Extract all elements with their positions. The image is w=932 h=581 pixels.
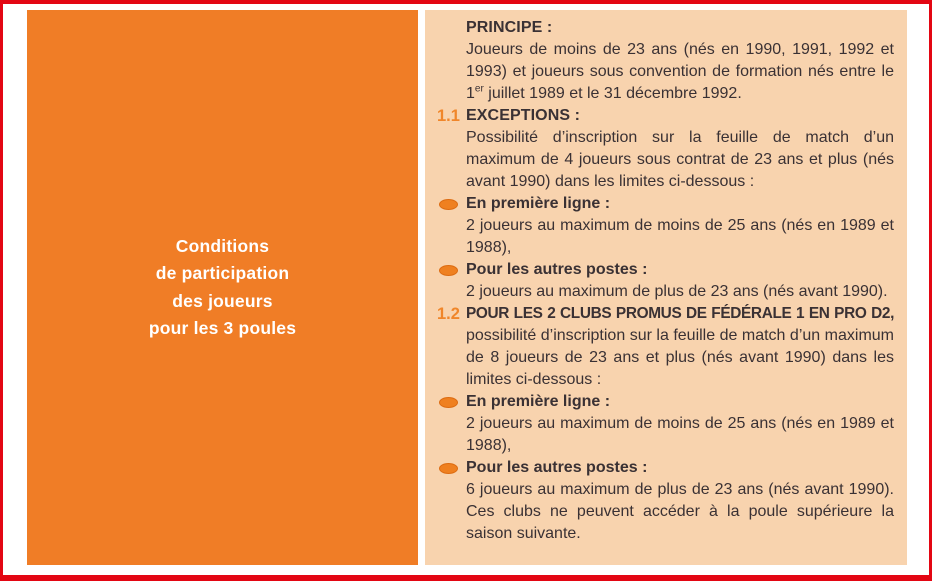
section-1-1	[437, 105, 894, 303]
principe-body	[466, 39, 894, 105]
left-title-panel	[27, 10, 418, 565]
bullet-icon	[439, 199, 458, 210]
bullet-icon	[439, 397, 458, 408]
section-1-2-heading: POUR LES 2 CLUBS PROMUS DE FÉDÉRALE 1 EN PRO D2,	[466, 305, 894, 322]
bullet-text: 2 joueurs au maximum de moins de 25 ans (nés en 1989 et 1988),	[466, 415, 894, 454]
bullet-item	[466, 391, 894, 457]
bullet-label: En première ligne :	[466, 393, 611, 410]
page-title	[149, 233, 296, 343]
title-line: des joueurs	[172, 290, 273, 311]
bullet-text: 2 joueurs au maximum de moins de 25 ans (nés en 1989 et 1988),	[466, 217, 894, 256]
bullet-label: Pour les autres postes :	[466, 261, 648, 278]
section-number: 1.1	[437, 107, 460, 125]
title-line: Conditions	[175, 235, 270, 256]
bullet-label: Pour les autres postes :	[466, 459, 648, 476]
principe-body-post: juillet 1989 et le 31 décembre 1992.	[483, 85, 742, 102]
title-line: pour les 3 poules	[148, 318, 297, 338]
section-1-2-intro	[466, 303, 894, 391]
bullet-item	[466, 259, 894, 303]
section-1-2	[437, 303, 894, 545]
content-panel	[425, 10, 907, 565]
bullet-item	[466, 193, 894, 259]
principe-body-pre: Joueurs de moins de 23 ans (nés en 1990, 1991, 1992 et 1993) et joueurs sous convention de formation nés entre le 1	[466, 41, 894, 102]
bullet-label: En première ligne :	[466, 195, 611, 212]
superscript-er: er	[474, 83, 484, 95]
section-1-2-body: possibilité d’inscription sur la feuille de match d’un maximum de 8 joueurs de 23 ans et plus (nés avant 1990) dans les limites ci-dessous :	[466, 327, 894, 388]
title-line: de participation	[155, 263, 290, 283]
section-body: Possibilité d’inscription sur la feuille de match d’un maximum de 4 joueurs sous contrat de 23 ans et plus (nés avant 1990) dans les limites ci-dessous :	[466, 129, 894, 190]
section-number: 1.2	[437, 305, 460, 323]
exceptions-heading: EXCEPTIONS :	[466, 107, 581, 124]
bullet-text: 6 joueurs au maximum de plus de 23 ans (nés avant 1990). Ces clubs ne peuvent accéder à la poule supérieure la saison suivante.	[466, 481, 894, 542]
bullet-icon	[439, 463, 458, 474]
section-principe	[466, 17, 894, 105]
bullet-item	[466, 457, 894, 545]
bullet-icon	[439, 265, 458, 276]
principe-heading: PRINCIPE :	[466, 19, 553, 36]
bullet-text: 2 joueurs au maximum de plus de 23 ans (nés avant 1990).	[466, 283, 888, 300]
